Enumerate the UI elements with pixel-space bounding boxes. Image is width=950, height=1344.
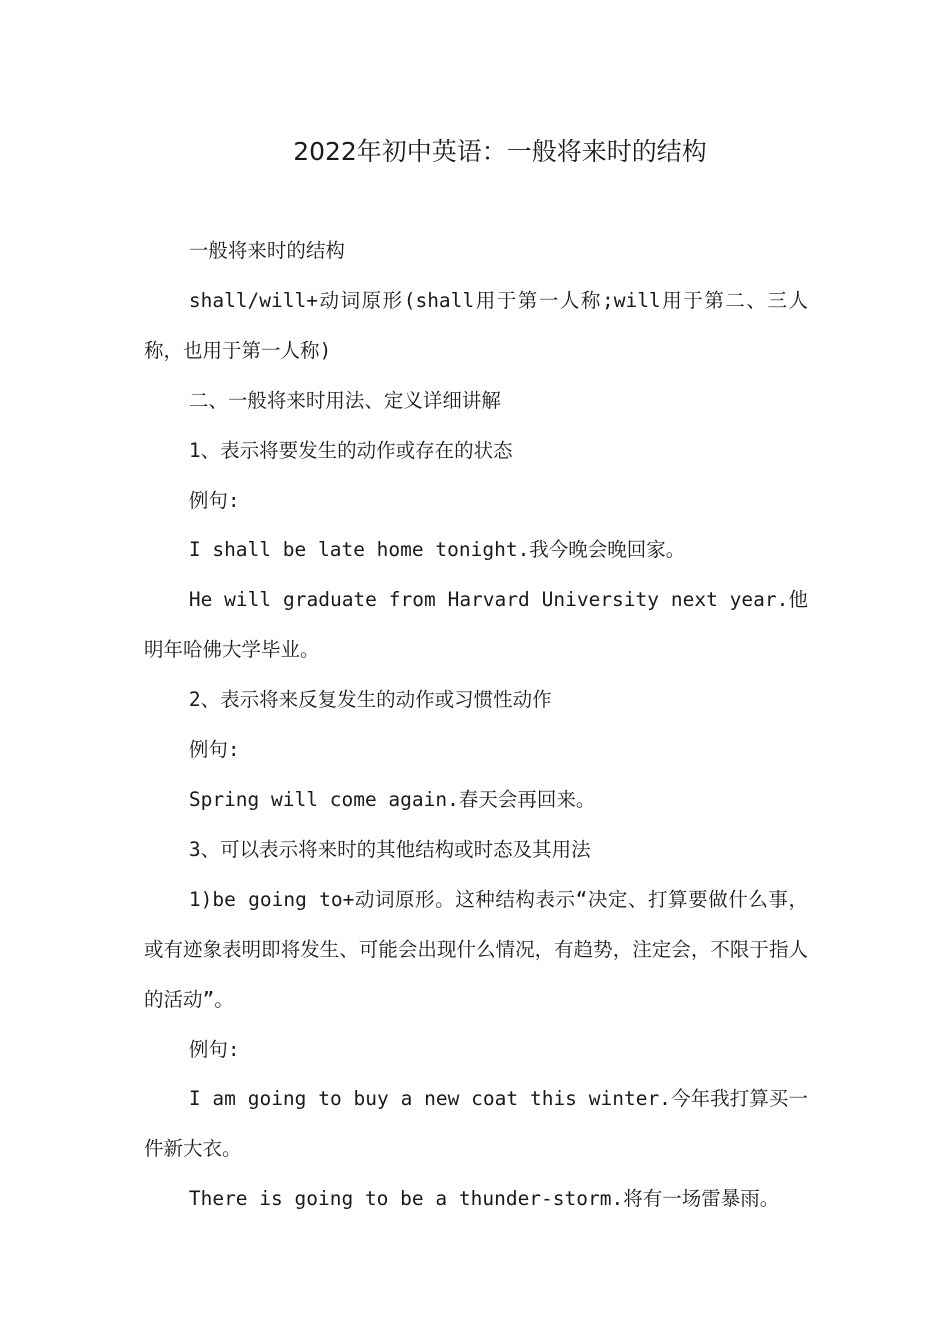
paragraph: Spring will come again.春天会再回来。 [188,787,596,811]
paragraph: I shall be late home tonight.我今晚会晚回家。 [188,538,686,562]
document-body [144,226,808,1224]
paragraph: 1、表示将要发生的动作或存在的状态 [188,438,513,462]
paragraph: 例句: [188,488,240,512]
paragraph: 3、可以表示将来时的其他结构或时态及其用法 [188,837,591,861]
paragraph: I am going to buy a new coat this winter.今年我打算买一件新大衣。 [144,1087,808,1161]
paragraph: 一般将来时的结构 [188,239,345,262]
paragraph: He will graduate from Harvard University next year.他明年哈佛大学毕业。 [144,588,808,662]
paragraph: There is going to be a thunder-storm.将有一场雷暴雨。 [188,1187,780,1211]
paragraph: shall/will+动词原形(shall用于第一人称;will用于第二、三人称，也用于第一人称) [144,288,808,362]
paragraph: 1)be going to+动词原形。这种结构表示“决定、打算要做什么事，或有迹象表明即将发生、可能会出现什么情况，有趋势，注定会，不限于指人的活动”。 [144,887,808,1011]
paragraph: 例句: [188,738,240,762]
document-title: 2022年初中英语：一般将来时的结构 [293,137,707,166]
paragraph: 例句: [188,1037,240,1061]
paragraph: 二、一般将来时用法、定义详细讲解 [188,388,501,412]
paragraph: 2、表示将来反复发生的动作或习惯性动作 [188,688,552,712]
